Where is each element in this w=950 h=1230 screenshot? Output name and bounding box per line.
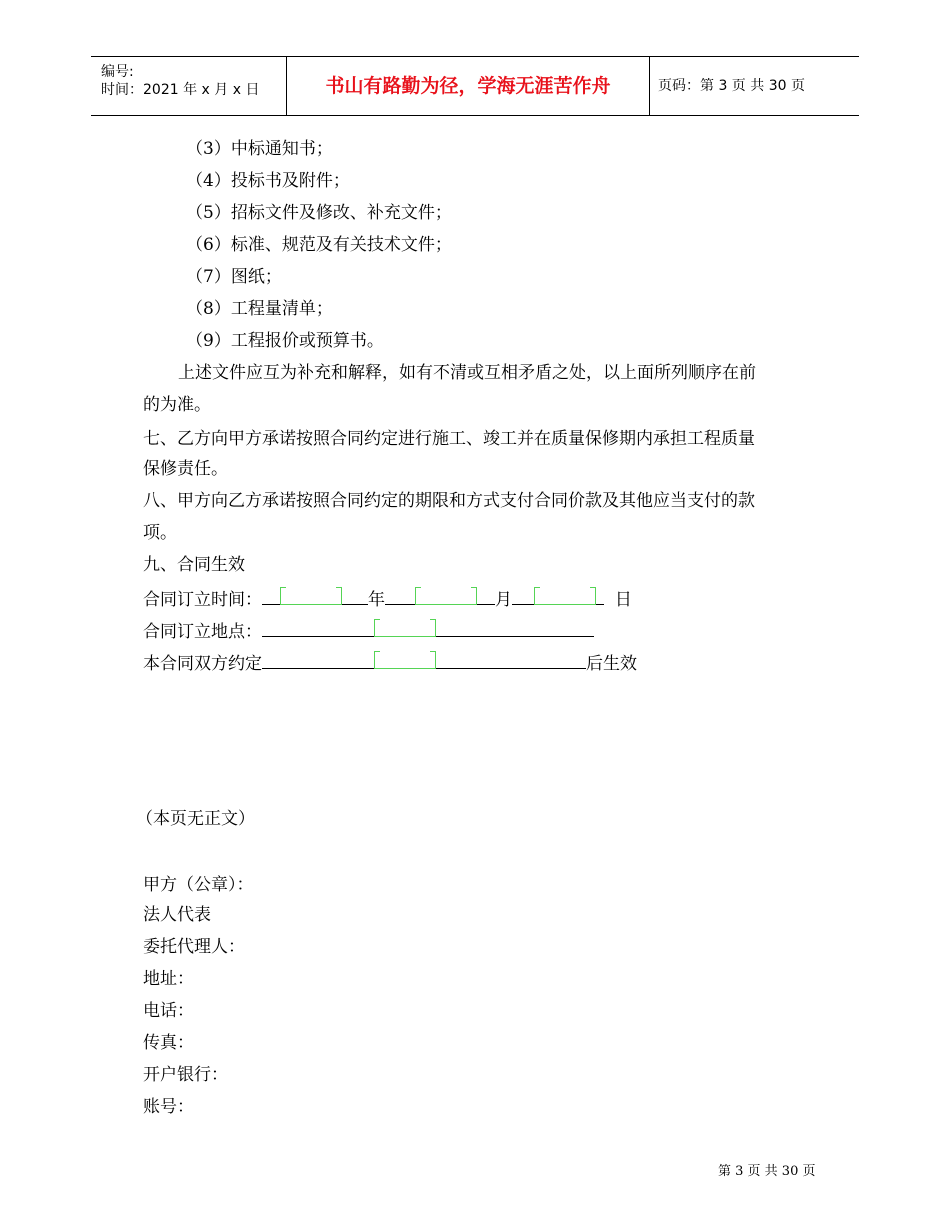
blank-underline: [596, 586, 604, 605]
effective-condition-field[interactable]: [374, 651, 436, 669]
blank-underline: [262, 618, 374, 637]
clause-7-line2: 保修责任。: [143, 459, 228, 479]
party-a-seal: 甲方（公章）：: [143, 875, 254, 895]
party-a-phone: 电话：: [143, 1001, 194, 1021]
blank-underline: [262, 586, 280, 605]
list-item: （6）标准、规范及有关技术文件；: [186, 235, 452, 255]
blank-underline: [512, 586, 534, 605]
list-item: （9）工程报价或预算书。: [186, 331, 384, 351]
party-a-account: 账号：: [143, 1097, 194, 1117]
blank-underline: [477, 586, 495, 605]
sign-time-label: 合同订立时间：: [143, 590, 262, 610]
list-item: （5）招标文件及修改、补充文件；: [186, 203, 452, 223]
no-text-note: （本页无正文）: [136, 809, 255, 829]
list-item: （7）图纸；: [186, 267, 282, 287]
list-item: （4）投标书及附件；: [186, 171, 350, 191]
party-a-legal-rep: 法人代表: [143, 905, 211, 925]
sign-time-row: [143, 586, 632, 611]
blank-underline: [342, 586, 368, 605]
order-paragraph-line1: 上述文件应互为补充和解释，如有不清或互相矛盾之处，以上面所列顺序在前: [178, 363, 756, 383]
clause-7-line1: 七、乙方向甲方承诺按照合同约定进行施工、竣工并在质量保修期内承担工程质量: [143, 429, 755, 449]
header-motto: 书山有路勤为径，学海无涯苦作舟: [287, 57, 650, 115]
blank-underline: [436, 618, 594, 637]
blank-underline: [385, 586, 415, 605]
document-number-label: 编号:: [101, 64, 134, 80]
header-page-label: 页码：第 3 页 共 30 页: [658, 78, 805, 94]
clause-9-heading: 九、合同生效: [143, 555, 245, 575]
party-a-fax: 传真：: [143, 1033, 194, 1053]
sign-place-label: 合同订立地点：: [143, 622, 262, 642]
blank-underline: [436, 650, 586, 669]
clause-8-line2: 项。: [143, 523, 177, 543]
page-footer: 第 3 页 共 30 页: [718, 1164, 816, 1179]
month-unit: 月: [495, 590, 512, 610]
year-unit: 年: [368, 590, 385, 610]
effective-label: 本合同双方约定: [143, 654, 262, 674]
blank-underline: [262, 650, 374, 669]
month-field[interactable]: [415, 587, 477, 605]
day-field[interactable]: [534, 587, 596, 605]
list-item: （3）中标通知书；: [186, 139, 333, 159]
order-paragraph-line2: 的为准。: [143, 395, 211, 415]
sign-place-field[interactable]: [374, 619, 436, 637]
party-a-bank: 开户银行：: [143, 1065, 228, 1085]
party-a-agent: 委托代理人：: [143, 937, 245, 957]
effective-suffix: 后生效: [586, 654, 637, 674]
page-header: [91, 56, 859, 116]
clause-8-line1: 八、甲方向乙方承诺按照合同约定的期限和方式支付合同价款及其他应当支付的款: [143, 491, 755, 511]
sign-place-row: [143, 618, 594, 643]
header-page-info: [650, 57, 859, 115]
document-date-label: 时间：2021 年 x 月 x 日: [101, 82, 260, 98]
day-unit: 日: [614, 590, 632, 610]
effective-row: [143, 650, 637, 675]
list-item: （8）工程量清单；: [186, 299, 333, 319]
header-meta: [91, 57, 287, 115]
party-a-address: 地址：: [143, 969, 194, 989]
year-field[interactable]: [280, 587, 342, 605]
